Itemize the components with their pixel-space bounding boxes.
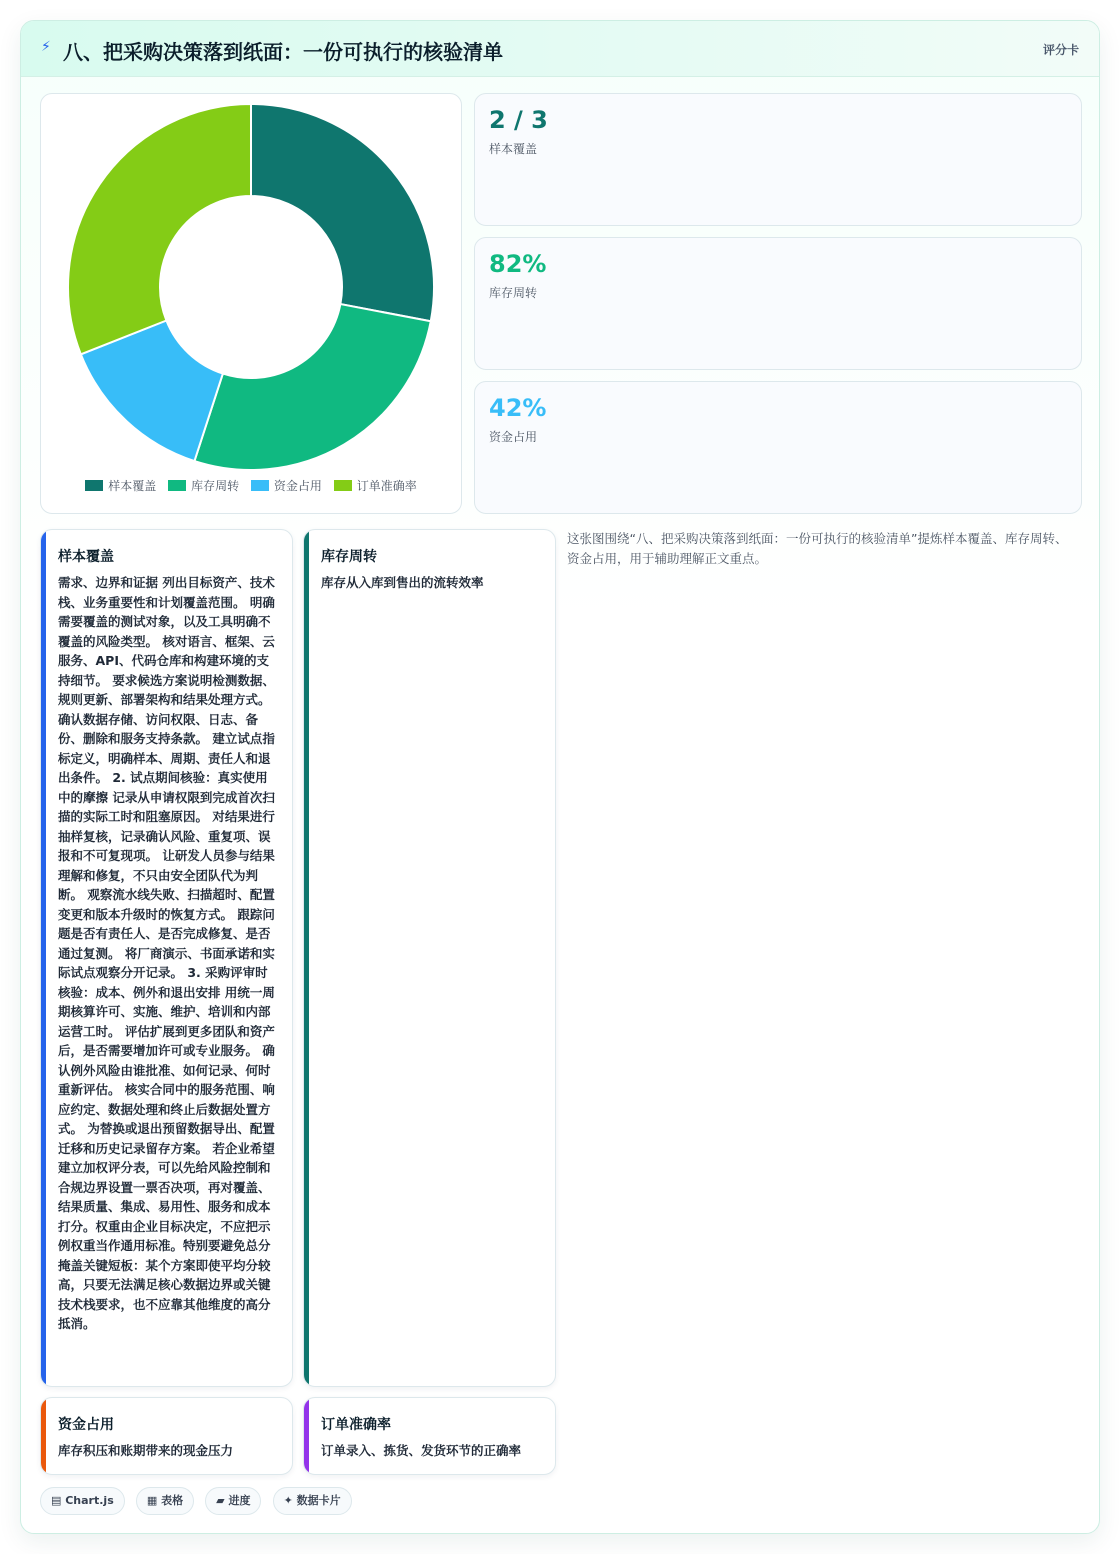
chart-legend: [41, 477, 461, 494]
metric-accent-bar: [41, 1398, 46, 1474]
doughnut-chart: [40, 93, 462, 514]
legend-swatch: [251, 480, 269, 491]
legend-label: 订单准确率: [356, 479, 417, 493]
metric-title: 订单准确率: [321, 1417, 391, 1433]
metric-description: 订单录入、拣货、发货环节的正确率: [321, 1443, 522, 1458]
chip-label: 进度: [228, 1494, 251, 1507]
chip-label: 表格: [161, 1494, 184, 1507]
stat-value: 42%: [489, 394, 547, 422]
metric-card: [40, 1397, 293, 1475]
bolt-icon: ⚡: [41, 39, 51, 55]
metric-title: 样本覆盖: [58, 549, 114, 565]
legend-item[interactable]: [334, 477, 417, 494]
stat-label: 资金占用: [489, 430, 538, 444]
scorecard-panel: [20, 20, 1100, 1534]
metric-title: 资金占用: [58, 1417, 114, 1433]
chip-label: Chart.js: [65, 1494, 114, 1507]
stat-label: 库存周转: [489, 286, 538, 300]
feature-chips: [40, 1487, 358, 1515]
legend-swatch: [85, 480, 103, 491]
metric-accent-bar: [41, 530, 46, 1386]
page-title: 八、把采购决策落到纸面：一份可执行的核验清单: [63, 40, 503, 64]
chip-table[interactable]: [136, 1487, 194, 1515]
chip-chartjs[interactable]: [40, 1487, 125, 1515]
stat-card: [474, 381, 1082, 514]
legend-label: 库存周转: [191, 479, 240, 493]
stat-card: [474, 93, 1082, 226]
chip-data-card[interactable]: [273, 1487, 352, 1515]
legend-label: 资金占用: [273, 479, 322, 493]
legend-swatch: [168, 480, 186, 491]
legend-item[interactable]: [251, 477, 322, 494]
chip-progress[interactable]: [205, 1487, 261, 1515]
header-tag: 评分卡: [1042, 43, 1079, 57]
stat-card: [474, 237, 1082, 370]
progress-icon: ▰: [216, 1494, 229, 1507]
stat-value: 82%: [489, 250, 547, 278]
metric-accent-bar: [304, 1398, 309, 1474]
doughnut-slice-4[interactable]: [68, 104, 251, 354]
stat-label: 样本覆盖: [489, 142, 538, 156]
doughnut-slice-2[interactable]: [194, 304, 430, 470]
legend-label: 样本覆盖: [108, 479, 157, 493]
metric-description: 库存积压和账期带来的现金压力: [58, 1443, 234, 1458]
chart-icon: ▤: [51, 1494, 66, 1507]
stat-value: 2 / 3: [489, 106, 548, 134]
metric-description: 需求、边界和证据 列出目标资产、技术栈、业务重要性和计划覆盖范围。 明确需要覆盖的测试对象，以及工具明确不覆盖的风险类型。 核对语言、框架、云服务、API、代码仓库和构建环境的支持细节。 要求候选方案说明检测数据、规则更新、部署架构和结果处理方式。 确认数据存储、访问权限、日志、备份、删除和服务支持条款。 建立试点指标定义，明确样本、周期、责任人和退出条件。 2. 试点期间核验：真实使用中的摩擦 记录从申请权限到完成首次扫描的实际工时和阻塞原因。 对结果进行抽样复核，记录确认风险、重复项、误报和不可复现项。 让研发人员参与结果理解和修复，不只由安全团队代为判断。 观察流水线失败、扫描超时、配置变更和版本升级时的恢复方式。 跟踪问题是否有责任人、是否完成修复、是否通过复测。 将厂商演示、书面承诺和实际试点观察分开记录。 3. 采购评审时核验：成本、例外和退出安排 用统一周期核算许可、实施、维护、培训和内部运营工时。 评估扩展到更多团队和资产后，是否需要增加许可或专业服务。 确认例外风险由谁批准、如何记录、何时重新评估。 核实合同中的服务范围、响应约定、数据处理和终止后数据处置方式。 为替换或退出预留数据导出、配置迁移和历史记录留存方案。 若企业希望建立加权评分表，可以先给风险控制和合规边界设置一票否决项，再对覆盖、结果质量、集成、易用性、服务和成本打分。权重由企业目标决定，不应把示例权重当作通用标准。特别要避免总分掩盖关键短板：某个方案即使平均分较高，只要无法满足核心数据边界或关键技术栈要求，也不应靠其他维度的高分抵消。: [58, 575, 275, 1331]
metric-card: [303, 1397, 556, 1475]
sparkle-icon: ✦: [283, 1494, 297, 1507]
doughnut-slice-1[interactable]: [251, 104, 434, 321]
doughnut-chart-svg: [41, 94, 461, 474]
metric-description: 库存从入库到售出的流转效率: [321, 575, 484, 590]
legend-item[interactable]: [168, 477, 239, 494]
table-icon: ▦: [146, 1494, 162, 1507]
metric-card: [40, 529, 293, 1387]
metric-accent-bar: [304, 530, 309, 1386]
chart-note: 这张图围绕“八、把采购决策落到纸面：一份可执行的核验清单”提炼样本覆盖、库存周转、资金占用，用于辅助理解正文重点。: [567, 531, 1068, 566]
chip-label: 数据卡片: [296, 1494, 341, 1507]
panel-header: [21, 21, 1099, 77]
metric-title: 库存周转: [321, 549, 377, 565]
legend-item[interactable]: [85, 477, 156, 494]
legend-swatch: [334, 480, 352, 491]
metric-card: [303, 529, 556, 1387]
